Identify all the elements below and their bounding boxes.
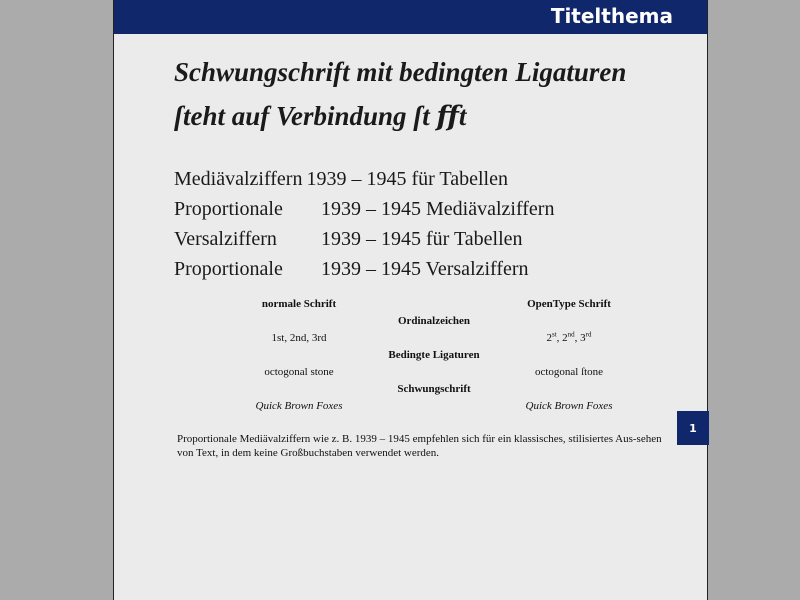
section-title-row — [214, 313, 654, 330]
figure-value: 1939 – 1945 Mediävalziffern — [321, 198, 555, 220]
figure-line — [174, 256, 674, 286]
opentype-sample: 2st, 2nd, 3rd — [546, 330, 592, 344]
figure-label: Proportionale — [174, 198, 283, 220]
right-column-heading: OpenType Schrift — [527, 298, 611, 310]
comparison-row — [214, 364, 654, 381]
figure-examples — [174, 166, 674, 286]
section-title: Titelthema — [550, 4, 673, 28]
opentype-sample: octogonal ſtone — [534, 366, 604, 378]
section-title-row — [214, 381, 654, 398]
figure-line — [174, 166, 674, 196]
section-title: Bedingte Ligaturen — [388, 349, 480, 361]
left-column-heading: normale Schrift — [261, 298, 337, 310]
comparison-row — [214, 330, 654, 347]
opentype-sample: Quick Brown Foxes — [525, 400, 613, 412]
figure-value: 1939 – 1945 Versalziffern — [321, 258, 529, 280]
section-title: Schwungschrift — [397, 383, 471, 395]
comparison-row — [214, 398, 654, 415]
headline-line-1: Schwungschrift mit bedingten Ligaturen — [174, 57, 627, 87]
figure-label: Mediävalziffern — [174, 168, 303, 190]
figure-value: 1939 – 1945 für Tabellen — [306, 168, 508, 190]
section-title-row — [214, 347, 654, 364]
figure-value: 1939 – 1945 für Tabellen — [321, 228, 523, 250]
figure-label: Versalziffern — [174, 228, 277, 250]
body-paragraph: Proportionale Mediävalziffern wie z. B. 1939 – 1945 empfehlen sich für ein klassisches, stilisiertes Aus-sehen von Text, in dem keine Großbuchstaben verwendet werden. — [177, 433, 662, 459]
figure-line — [174, 226, 674, 256]
page-number-badge: 1 — [677, 411, 709, 445]
header-bar — [114, 0, 707, 34]
normal-sample: 1st, 2nd, 3rd — [271, 332, 327, 344]
headline-line-2: ſteht auf Verbindung ſt ﬀt — [174, 101, 467, 131]
normal-sample: Quick Brown Foxes — [255, 400, 343, 412]
normal-sample: octogonal stone — [264, 366, 334, 378]
figure-label: Proportionale — [174, 258, 283, 280]
section-title: Ordinalzeichen — [397, 315, 471, 327]
document-page — [113, 0, 708, 600]
comparison-headings — [214, 296, 654, 313]
figure-line — [174, 196, 674, 226]
comparison-table — [214, 296, 654, 415]
